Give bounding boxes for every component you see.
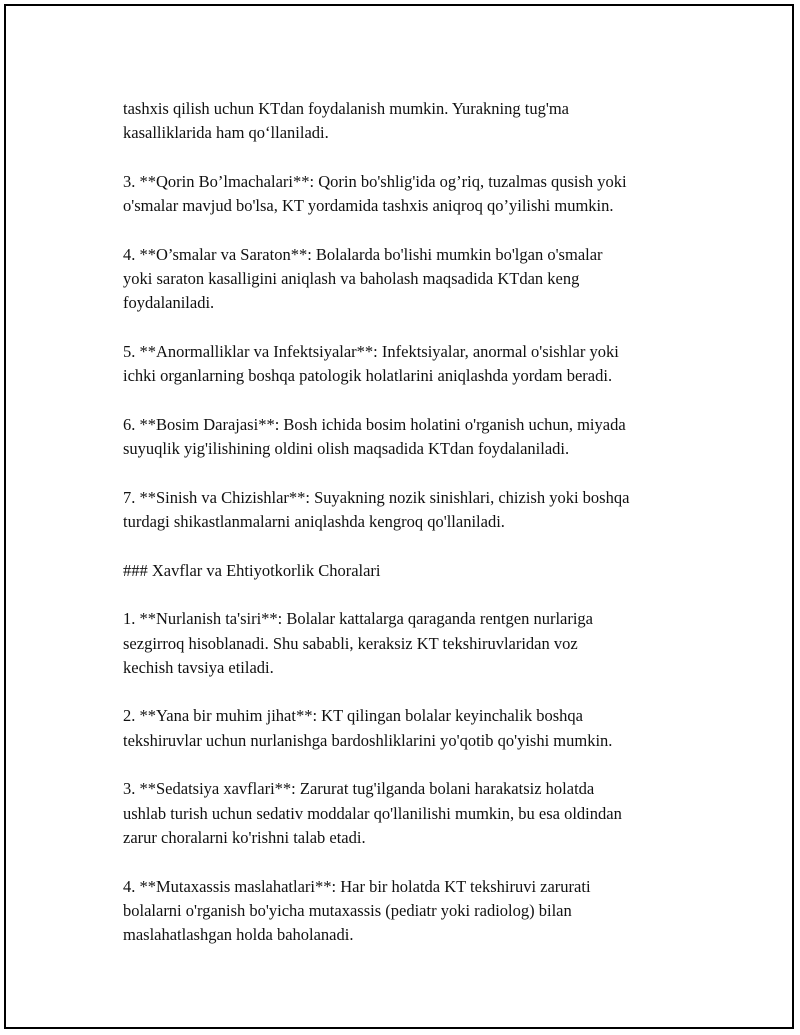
text-line: 6. **Bosim Darajasi**: Bosh ichida bosim holatini o'rganish uchun, miyada — [123, 414, 626, 434]
text-line: kasalliklarida ham qo‘llaniladi. — [123, 123, 329, 143]
text-line: 4. **Mutaxassis maslahatlari**: Har bir holatda KT tekshiruvi zarurati — [123, 876, 591, 896]
text-line: 1. **Nurlanish ta'siri**: Bolalar kattalarga qaraganda rentgen nurlariga — [123, 609, 594, 629]
text-line: kechish tavsiya etiladi. — [123, 657, 274, 677]
text-line: bolalarni o'rganish bo'yicha mutaxassis (pediatr yoki radiolog) bilan — [123, 900, 572, 920]
text-line: o'smalar mavjud bo'lsa, KT yordamida tashxis aniqroq qo’yilishi mumkin. — [123, 196, 614, 216]
text-line: ### Xavflar va Ehtiyotkorlik Choralari — [123, 560, 381, 580]
list-item-sinish — [123, 486, 703, 535]
text-line: ushlab turish uchun sedativ moddalar qo'llanilishi mumkin, bu esa oldindan — [123, 803, 622, 823]
list-item-nurlanish — [123, 607, 703, 680]
text-line: 3. **Sedatsiya xavflari**: Zarurat tug'ilganda bolani harakatsiz holatda — [123, 779, 595, 799]
text-line: 4. **O’smalar va Saraton**: Bolalarda bo'lishi mumkin bo'lgan o'smalar — [123, 244, 603, 264]
list-item-anormalliklar — [123, 340, 703, 389]
page-frame — [4, 4, 794, 1029]
list-item-osmalar — [123, 243, 703, 316]
text-line: sezgirroq hisoblanadi. Shu sababli, keraksiz KT tekshiruvlaridan voz — [123, 633, 578, 653]
text-line: suyuqlik yig'ilishining oldini olish maqsadida KTdan foydalaniladi. — [123, 439, 570, 459]
text-line: tashxis qilish uchun KTdan foydalanish mumkin. Yurakning tug'ma — [123, 99, 569, 118]
list-item-qorin — [123, 170, 703, 219]
list-item-yana — [123, 704, 703, 753]
text-line: turdagi shikastlanmalarni aniqlashda kengroq qo'llaniladi. — [123, 512, 505, 532]
list-item-bosim — [123, 413, 703, 462]
text-line: 2. **Yana bir muhim jihat**: KT qilingan bolalar keyinchalik boshqa — [123, 706, 583, 726]
text-line: 3. **Qorin Bo’lmachalari**: Qorin bo'shlig'ida og’riq, tuzalmas qusish yoki — [123, 171, 627, 191]
document-body — [123, 97, 703, 972]
text-line: zarur choralarni ko'rishni talab etadi. — [123, 827, 366, 847]
section-heading — [123, 559, 703, 583]
text-line: yoki saraton kasalligini aniqlash va baholash maqsadida KTdan keng — [123, 269, 580, 289]
paragraph-intro-continuation — [123, 97, 703, 146]
text-line: ichki organlarning boshqa patologik holatlarini aniqlashda yordam beradi. — [123, 366, 613, 386]
text-line: maslahatlashgan holda baholanadi. — [123, 925, 354, 945]
text-line: 5. **Anormalliklar va Infektsiyalar**: Infektsiyalar, anormal o'sishlar yoki — [123, 341, 619, 361]
text-line: 7. **Sinish va Chizishlar**: Suyakning nozik sinishlari, chizish yoki boshqa — [123, 487, 630, 507]
list-item-mutaxassis — [123, 875, 703, 948]
text-line: foydalaniladi. — [123, 293, 215, 313]
text-line: tekshiruvlar uchun nurlanishga bardoshliklarini yo'qotib qo'yishi mumkin. — [123, 730, 613, 750]
list-item-sedatsiya — [123, 777, 703, 850]
